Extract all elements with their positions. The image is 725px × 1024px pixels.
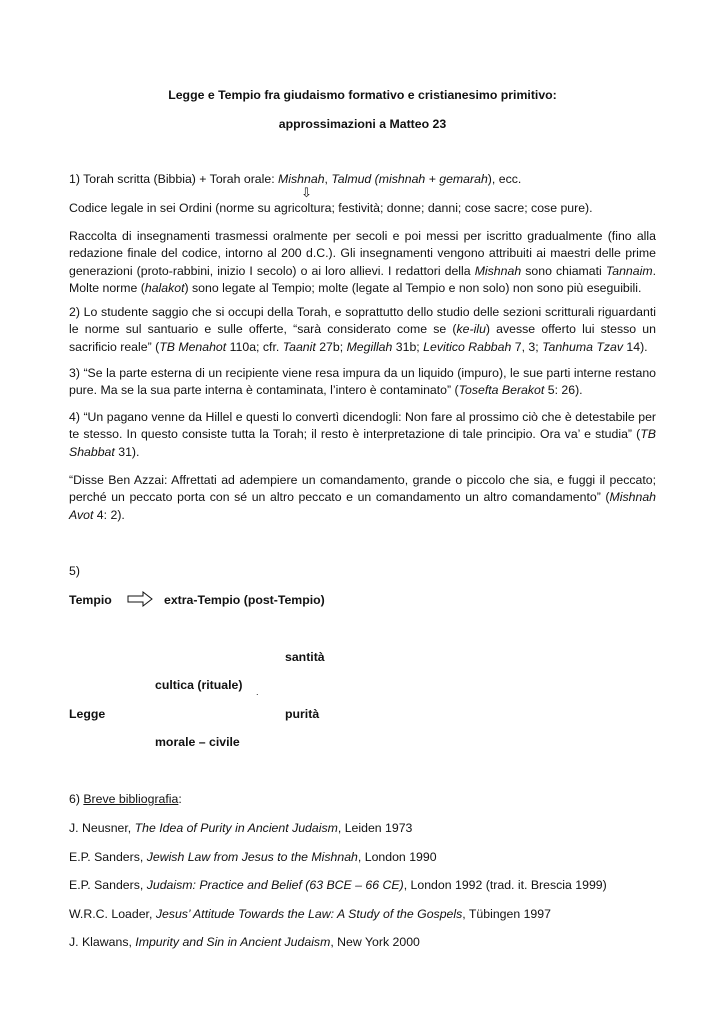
title-line-2: approssimazioni a Matteo 23: [278, 117, 447, 131]
bibliography-entry: E.P. Sanders, Judaism: Practice and Belief (63 BCE – 66 CE), London 1992 (trad. it. Brescia 1999): [69, 878, 607, 892]
purita-label: purità: [285, 707, 320, 721]
stray-dot: .: [256, 687, 259, 697]
morale-label: morale – civile: [155, 735, 240, 749]
bibliography-entry: J. Neusner, The Idea of Purity in Ancient Judaism, Leiden 1973: [69, 821, 413, 835]
section-5-number: 5): [69, 564, 80, 578]
legge-label: Legge: [69, 707, 106, 721]
bibliography-entry: E.P. Sanders, Jewish Law from Jesus to the Mishnah, London 1990: [69, 850, 437, 864]
extra-tempio-label: extra-Tempio (post-Tempio): [164, 593, 325, 607]
bibliography-heading: 6) Breve bibliografia:: [69, 792, 182, 806]
bibliography-entry: W.R.C. Loader, Jesus’ Attitude Towards the Law: A Study of the Gospels, Tübingen 1997: [69, 907, 551, 921]
title-line-1: Legge e Tempio fra giudaismo formativo e cristianesimo primitivo:: [168, 88, 557, 102]
down-arrow-icon: ⇩: [301, 185, 312, 200]
santita-label: santità: [285, 650, 325, 664]
paragraph-4: 4) “Un pagano venne da Hillel e questi lo convertì dicendogli: Non fare al prossimo ciò che è detestabile per te stesso. In questo consiste tutta la Torah; il resto è interpretazione di tale principio. Ora va’ e studia” (TB Shabbat 31).: [69, 410, 656, 459]
paragraph-codice: Codice legale in sei Ordini (norme su agricoltura; festività; donne; danni; cose sacre; cose pure).: [69, 201, 593, 215]
paragraph-3: 3) “Se la parte esterna di un recipiente viene resa impura da un liquido (impuro), le sue parti interne restano pure. Ma se la sua parte interna è contaminata, l’intero è contaminato” (Tosefta Berakot 5: 26).: [69, 366, 656, 398]
bibliography-entry: J. Klawans, Impurity and Sin in Ancient Judaism, New York 2000: [69, 935, 420, 949]
paragraph-2: 2) Lo studente saggio che si occupi della Torah, e soprattutto dello studio delle sezioni scritturali riguardanti le norme sul santuario e sulle offerte, “sarà considerato come se (ke-ilu) avesse offerto lui stesso un sacrificio reale” (TB Menahot 110a; cfr. Taanit 27b; Megillah 31b; Levitico Rabbah 7, 3; Tanhuma Tzav 14).: [69, 305, 656, 354]
tempio-label: Tempio: [69, 593, 112, 607]
paragraph-raccolta: Raccolta di insegnamenti trasmessi oralmente per secoli e poi messi per iscritto gradualmente (fino alla redazione finale del codice, intorno al 200 d.C.). Gli insegnamenti vengono attribuiti ai maestri delle prime generazioni (proto-rabbini, inizio I secolo) o ai loro allievi. I redattori della Mishnah sono chiamati Tannaim. Molte norme (halakot) sono legate al Tempio; molte (legate al Tempio e non solo) non sono più eseguibili.: [69, 229, 656, 296]
right-arrow-icon: [127, 591, 153, 607]
paragraph-ben-azzai: “Disse Ben Azzai: Affrettati ad adempiere un comandamento, grande o piccolo che sia, e fuggi il peccato; perché un peccato porta con sé un altro peccato e un comandamento un altro comandamento” (Mishnah Avot 4: 2).: [69, 473, 656, 522]
cultica-label: cultica (rituale): [155, 678, 243, 692]
paragraph-torah: 1) Torah scritta (Bibbia) + Torah orale: Mishnah, Talmud (mishnah + gemarah), ecc.: [69, 172, 522, 186]
